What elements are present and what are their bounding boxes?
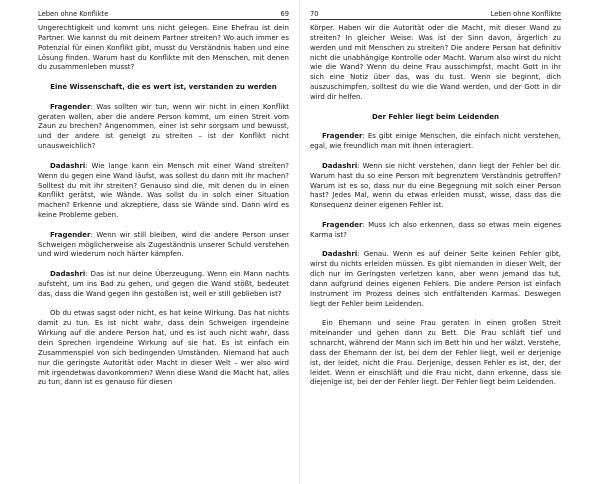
dialogue-paragraph <box>310 221 561 241</box>
left-page <box>0 0 299 484</box>
speaker-name: Fragender <box>322 132 363 141</box>
paragraph-text: Körper. Haben wir die Autorität oder die Macht, mit dieser Wand zu streiten? In gleicher Weise: Was ist der Sinn davon, ärgerlich zu werden und mit Menschen zu streiten? Die andere Person hat definitiv nicht die unabhängige Kontrolle oder Macht. Warum also wirst du nicht wie die Wand? Wenn du deine Frau ausschimpfst, macht Gott in ihr sich eine Notiz über das, was du tust. Wenn sie beginnt, dich auszuschimpfen, solltest du wie die Wand werden, und der Gott in dir wird dir helfen. <box>310 24 561 101</box>
dialogue-paragraph <box>38 162 289 221</box>
paragraph-text: : Wenn wir still bleiben, wird die andere Person unser Schweigen möglicherweise als Zugeständnis unserer Schuld verstehen und wird wiederum noch härter kämpfen. <box>38 230 289 259</box>
paragraph-text: Ungerechtigkeit und kommt uns nicht gelegen. Eine Ehefrau ist dein Partner. Wie kannst du mit deinem Partner streiten? Wo auch immer es Potenzial für einen Konflikt gibt, musst du Verständnis haben und eine Lösung finden. Warum hast du Konflikte mit den Menschen, mit denen du zusammenleben musst? <box>38 24 289 72</box>
paragraph-text: : Es gibt einige Menschen, die einfach nicht verstehen, egal, wie freundlich man mit ihnen interagiert. <box>310 132 561 151</box>
speaker-name: Dadashri <box>322 161 358 170</box>
paragraph-text: Ob du etwas sagst oder nicht, es hat keine Wirkung. Das hat nichts damit zu tun. Es ist nicht wahr, dass dein Schweigen irgendeine Wirkung auf die andere Person hat, und es ist auch nicht wahr, dass dein Sprechen irgendeine Wirkung auf sie hat. Es ist einfach ein Zusammenspiel von sich bedingenden Umständen. Niemand hat auch nur die geringste Autorität oder Macht in dieser Welt – wer also wird mit irgendetwas davonkommen? Wenn diese Wand die Macht hat, alles zu tun, dann ist es genauso für diesen <box>38 309 289 387</box>
dialogue-paragraph <box>38 231 289 261</box>
page-header <box>310 10 561 20</box>
body-paragraph <box>38 24 289 73</box>
paragraph-text: : Das ist nur deine Überzeugung. Wenn ein Mann nachts aufsteht, um ins Bad zu gehen, und gegen die Wand stößt, bedeutet das, dass die Wand gegen ihn gestoßen ist, weil er still geblieben ist? <box>38 270 289 298</box>
page-number: 69 <box>280 10 289 18</box>
paragraph-text: : Wenn sie nicht verstehen, dann liegt der Fehler bei dir. Warum hast du so eine Person mit begrenztem Verständnis getroffen? Warum ist es so, dass nur du eine Begegnung mit solch einer Person hast? Jedes Mal, wenn du etwas erleiden musst, wisse, dass das die Konsequenz deiner eigenen Fehler ist. <box>310 161 561 210</box>
page-body <box>38 24 289 388</box>
paragraph-text: : Was sollten wir tun, wenn wir nicht in einen Konflikt geraten wollen, aber die andere Person kommt, um einen Streit vom Zaun zu brechen? Angenommen, einer ist sehr sorgsam und bewusst, und der andere ist geneigt zu streiten – ist der Konflikt nicht unausweichlich? <box>38 102 289 151</box>
page-header <box>38 10 289 20</box>
speaker-name: Dadashri <box>322 250 358 259</box>
dialogue-paragraph <box>38 270 289 300</box>
page-body <box>310 24 561 388</box>
body-paragraph <box>310 24 561 103</box>
dialogue-paragraph <box>310 162 561 211</box>
speaker-name: Fragender <box>50 230 91 239</box>
section-heading: Eine Wissenschaft, die es wert ist, verstanden zu werden <box>50 83 277 92</box>
running-title: Leben ohne Konflikte <box>490 10 561 18</box>
running-title: Leben ohne Konflikte <box>38 10 109 18</box>
paragraph-text: : Wie lange kann ein Mensch mit einer Wand streiten? Wenn du gegen eine Wand läufst, was sollest du dann mit ihr machen? Solltest du mit ihr streiten? Genauso sind die, mit denen du in einen Konflikt gerätst, wie Wände. Was sollst du in solch einer Situation machen? Erkenne und akzeptiere, dass sie Wände sind. Dann wird es keine Probleme geben. <box>38 161 289 220</box>
paragraph-text: Ein Ehemann und seine Frau geraten in einen großen Streit miteinander und gehen dann zu Bett. Die Frau schläft tief und schnarcht, während der Mann sich im Bett hin und her wälzt. Verstehe, dass der Ehemann der ist, bei dem der Fehler liegt, weil er derjenige ist, der leidet, nicht die Frau. Derjenige, dessen Fehler es ist, der, der leidet. Wenn er einschläft und die Frau nicht, dann erkenne, dass sie diejenige ist, bei der der Fehler liegt. Der Fehler liegt beim Leidenden. <box>310 319 561 387</box>
page-number: 70 <box>310 10 319 18</box>
speaker-name: Dadashri <box>50 270 86 279</box>
speaker-name: Fragender <box>322 220 363 229</box>
body-paragraph <box>38 309 289 388</box>
paragraph-text: : Genau. Wenn es auf deiner Seite keinen Fehler gibt, wirst du nichts erleiden müssen. Es gibt niemanden in dieser Welt, der dich nur im Geringsten verletzen kann, aber wenn jemand das tut, dann aufgrund deines eigenen Fehlers. Die andere Person ist einfach Instrument im Prozess deines sich entfaltenden Karmas. Deswegen liegt der Fehler beim Leidenden. <box>310 250 561 308</box>
dialogue-paragraph <box>310 250 561 309</box>
section-heading: Der Fehler liegt beim Leidenden <box>371 112 500 121</box>
body-paragraph <box>310 319 561 388</box>
dialogue-paragraph <box>310 132 561 152</box>
right-page <box>300 0 599 484</box>
dialogue-paragraph <box>38 103 289 152</box>
speaker-name: Fragender <box>50 102 91 111</box>
paragraph-text: : Muss ich also erkennen, dass so etwas mein eigenes Karma ist? <box>310 220 561 239</box>
speaker-name: Dadashri <box>50 161 86 170</box>
